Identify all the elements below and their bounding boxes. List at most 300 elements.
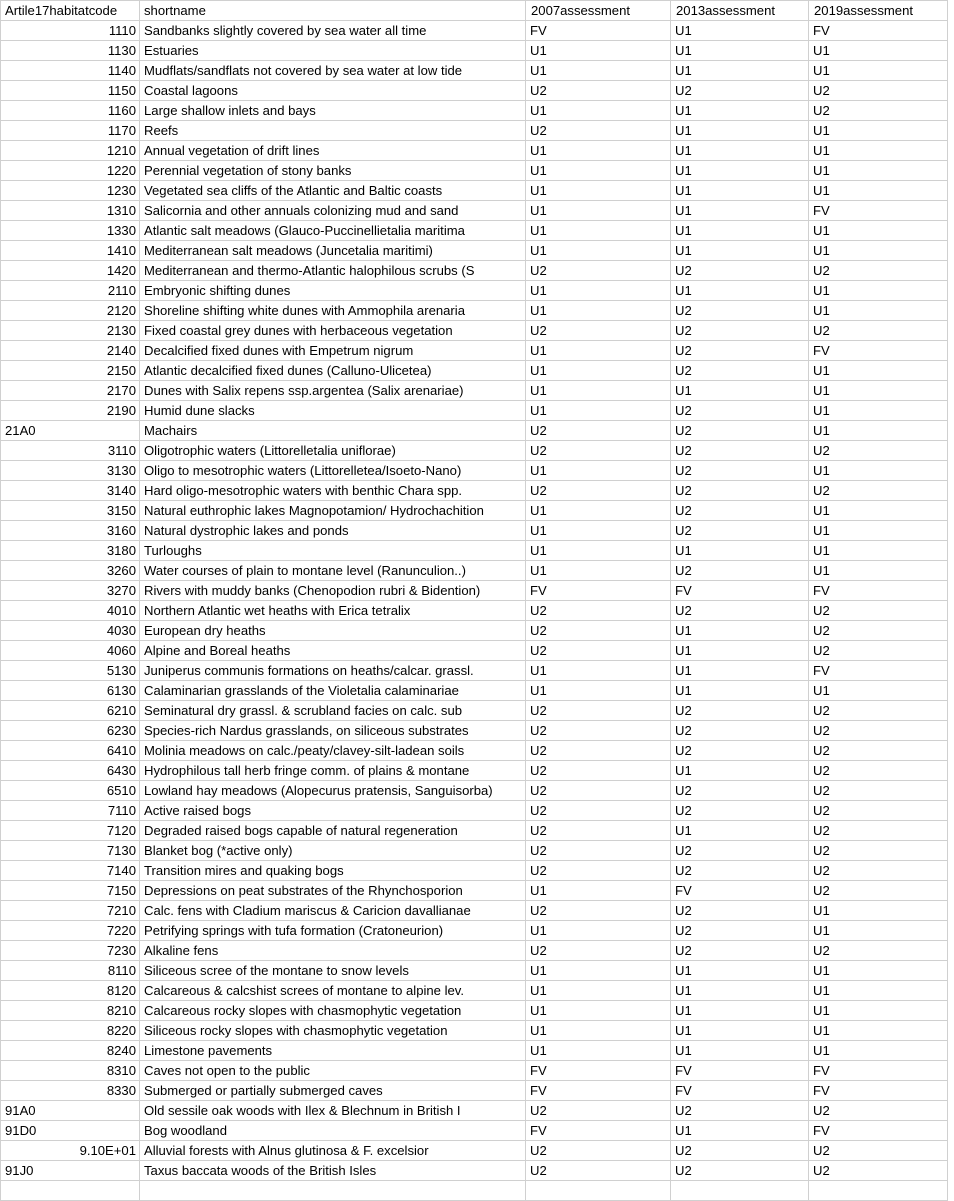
cell-a2019[interactable]: U1 bbox=[809, 1021, 948, 1041]
column-header-code[interactable]: Artile17habitatcode bbox=[1, 1, 140, 21]
cell-code[interactable]: 2120 bbox=[1, 301, 140, 321]
cell-a2019[interactable]: U2 bbox=[809, 261, 948, 281]
cell-a2007[interactable]: U1 bbox=[526, 41, 671, 61]
cell-a2013[interactable]: U2 bbox=[671, 801, 809, 821]
table-row[interactable] bbox=[1, 201, 948, 221]
cell-a2019[interactable]: U2 bbox=[809, 441, 948, 461]
cell-a2013[interactable]: U2 bbox=[671, 1161, 809, 1181]
cell-a2013[interactable]: U1 bbox=[671, 821, 809, 841]
cell-a2007[interactable]: U1 bbox=[526, 1021, 671, 1041]
cell-a2019[interactable]: U1 bbox=[809, 961, 948, 981]
table-row[interactable] bbox=[1, 181, 948, 201]
table-row[interactable] bbox=[1, 681, 948, 701]
cell-a2019[interactable]: FV bbox=[809, 21, 948, 41]
cell-a2013[interactable]: U2 bbox=[671, 701, 809, 721]
cell-a2007[interactable]: U1 bbox=[526, 381, 671, 401]
table-row[interactable] bbox=[1, 1061, 948, 1081]
cell-code[interactable]: 9.10E+01 bbox=[1, 1141, 140, 1161]
column-header-a2013[interactable]: 2013assessment bbox=[671, 1, 809, 21]
cell-name[interactable]: Alkaline fens bbox=[140, 941, 526, 961]
cell-a2019[interactable]: U1 bbox=[809, 561, 948, 581]
cell-a2007[interactable]: FV bbox=[526, 581, 671, 601]
cell-a2019[interactable]: U1 bbox=[809, 41, 948, 61]
table-row[interactable] bbox=[1, 141, 948, 161]
cell-a2013[interactable]: U1 bbox=[671, 541, 809, 561]
cell-code[interactable]: 4060 bbox=[1, 641, 140, 661]
cell-a2013[interactable]: U2 bbox=[671, 481, 809, 501]
cell-code[interactable]: 21A0 bbox=[1, 421, 140, 441]
cell-code[interactable]: 3260 bbox=[1, 561, 140, 581]
cell-a2019[interactable]: U1 bbox=[809, 1041, 948, 1061]
cell-a2013[interactable]: U2 bbox=[671, 601, 809, 621]
cell-a2013[interactable]: U2 bbox=[671, 421, 809, 441]
table-row[interactable] bbox=[1, 581, 948, 601]
cell-a2019[interactable]: U2 bbox=[809, 861, 948, 881]
cell-code[interactable]: 8210 bbox=[1, 1001, 140, 1021]
cell-code[interactable]: 6430 bbox=[1, 761, 140, 781]
table-row[interactable] bbox=[1, 441, 948, 461]
cell-a2019[interactable]: U1 bbox=[809, 61, 948, 81]
table-row[interactable] bbox=[1, 461, 948, 481]
table-row[interactable] bbox=[1, 781, 948, 801]
cell-name[interactable]: Taxus baccata woods of the British Isles bbox=[140, 1161, 526, 1181]
cell-a2007[interactable]: U1 bbox=[526, 461, 671, 481]
cell-a2007[interactable]: U1 bbox=[526, 401, 671, 421]
cell-a2007[interactable]: U2 bbox=[526, 601, 671, 621]
cell-a2019[interactable]: U2 bbox=[809, 601, 948, 621]
cell-a2007[interactable]: U2 bbox=[526, 721, 671, 741]
table-row[interactable] bbox=[1, 261, 948, 281]
table-row[interactable] bbox=[1, 361, 948, 381]
cell-name[interactable]: Estuaries bbox=[140, 41, 526, 61]
cell-code[interactable]: 1110 bbox=[1, 21, 140, 41]
table-row[interactable] bbox=[1, 321, 948, 341]
cell-a2019[interactable]: U2 bbox=[809, 481, 948, 501]
cell-code[interactable]: 7230 bbox=[1, 941, 140, 961]
cell-a2007[interactable]: U2 bbox=[526, 761, 671, 781]
table-row[interactable] bbox=[1, 981, 948, 1001]
cell-a2007[interactable]: U1 bbox=[526, 361, 671, 381]
cell-a2019[interactable]: U2 bbox=[809, 781, 948, 801]
cell-a2007[interactable]: U1 bbox=[526, 541, 671, 561]
cell-a2007[interactable]: U2 bbox=[526, 1101, 671, 1121]
table-row[interactable] bbox=[1, 561, 948, 581]
cell-a2019[interactable]: U1 bbox=[809, 141, 948, 161]
cell-a2013[interactable]: U1 bbox=[671, 1021, 809, 1041]
cell-code[interactable]: 8330 bbox=[1, 1081, 140, 1101]
cell-name[interactable]: Machairs bbox=[140, 421, 526, 441]
cell-a2019[interactable]: U2 bbox=[809, 721, 948, 741]
cell-code[interactable]: 2150 bbox=[1, 361, 140, 381]
cell-name[interactable]: Petrifying springs with tufa formation (Cratoneurion) bbox=[140, 921, 526, 941]
cell-code[interactable] bbox=[1, 1181, 140, 1201]
cell-a2007[interactable]: U1 bbox=[526, 521, 671, 541]
cell-name[interactable]: Sandbanks slightly covered by sea water all time bbox=[140, 21, 526, 41]
cell-a2019[interactable]: FV bbox=[809, 581, 948, 601]
cell-code[interactable]: 3110 bbox=[1, 441, 140, 461]
cell-a2019[interactable]: U1 bbox=[809, 421, 948, 441]
cell-a2013[interactable]: U1 bbox=[671, 281, 809, 301]
cell-name[interactable]: Natural dystrophic lakes and ponds bbox=[140, 521, 526, 541]
cell-a2019[interactable]: U1 bbox=[809, 121, 948, 141]
cell-a2019[interactable]: U2 bbox=[809, 841, 948, 861]
cell-a2013[interactable]: U1 bbox=[671, 641, 809, 661]
cell-a2013[interactable]: U2 bbox=[671, 521, 809, 541]
cell-name[interactable]: Large shallow inlets and bays bbox=[140, 101, 526, 121]
cell-a2019[interactable]: U2 bbox=[809, 881, 948, 901]
cell-code[interactable]: 8240 bbox=[1, 1041, 140, 1061]
cell-a2007[interactable]: U1 bbox=[526, 881, 671, 901]
cell-name[interactable]: Hydrophilous tall herb fringe comm. of plains & montane bbox=[140, 761, 526, 781]
table-row[interactable] bbox=[1, 221, 948, 241]
cell-name[interactable]: Calcareous rocky slopes with chasmophytic vegetation bbox=[140, 1001, 526, 1021]
column-header-a2019[interactable]: 2019assessment bbox=[809, 1, 948, 21]
cell-name[interactable]: Old sessile oak woods with Ilex & Blechnum in British I bbox=[140, 1101, 526, 1121]
cell-a2019[interactable] bbox=[809, 1181, 948, 1201]
cell-a2007[interactable]: U1 bbox=[526, 501, 671, 521]
cell-a2013[interactable]: U2 bbox=[671, 501, 809, 521]
cell-a2013[interactable]: U1 bbox=[671, 621, 809, 641]
cell-code[interactable]: 3130 bbox=[1, 461, 140, 481]
cell-code[interactable]: 8110 bbox=[1, 961, 140, 981]
cell-a2013[interactable]: U2 bbox=[671, 841, 809, 861]
table-row[interactable] bbox=[1, 301, 948, 321]
cell-code[interactable]: 2190 bbox=[1, 401, 140, 421]
cell-a2013[interactable]: U1 bbox=[671, 221, 809, 241]
cell-a2019[interactable]: U2 bbox=[809, 1101, 948, 1121]
cell-name[interactable]: Caves not open to the public bbox=[140, 1061, 526, 1081]
cell-a2013[interactable]: U1 bbox=[671, 981, 809, 1001]
column-header-a2007[interactable]: 2007assessment bbox=[526, 1, 671, 21]
cell-name[interactable]: Decalcified fixed dunes with Empetrum nigrum bbox=[140, 341, 526, 361]
cell-a2013[interactable]: U2 bbox=[671, 721, 809, 741]
cell-a2007[interactable]: U1 bbox=[526, 301, 671, 321]
cell-a2019[interactable]: FV bbox=[809, 661, 948, 681]
cell-a2019[interactable]: U2 bbox=[809, 701, 948, 721]
cell-name[interactable]: Vegetated sea cliffs of the Atlantic and Baltic coasts bbox=[140, 181, 526, 201]
cell-name[interactable]: Calc. fens with Cladium mariscus & Caricion davallianae bbox=[140, 901, 526, 921]
cell-code[interactable]: 3140 bbox=[1, 481, 140, 501]
cell-a2013[interactable]: U2 bbox=[671, 261, 809, 281]
cell-name[interactable]: Turloughs bbox=[140, 541, 526, 561]
cell-code[interactable]: 91D0 bbox=[1, 1121, 140, 1141]
cell-name[interactable]: Fixed coastal grey dunes with herbaceous vegetation bbox=[140, 321, 526, 341]
cell-a2019[interactable]: U1 bbox=[809, 381, 948, 401]
cell-a2013[interactable]: U2 bbox=[671, 781, 809, 801]
cell-a2007[interactable]: U1 bbox=[526, 161, 671, 181]
table-row[interactable] bbox=[1, 381, 948, 401]
cell-code[interactable]: 3160 bbox=[1, 521, 140, 541]
cell-code[interactable]: 8310 bbox=[1, 1061, 140, 1081]
cell-name[interactable]: Perennial vegetation of stony banks bbox=[140, 161, 526, 181]
cell-a2013[interactable]: U1 bbox=[671, 201, 809, 221]
cell-a2013[interactable]: U2 bbox=[671, 301, 809, 321]
table-row[interactable] bbox=[1, 1041, 948, 1061]
cell-name[interactable]: Oligotrophic waters (Littorelletalia uniflorae) bbox=[140, 441, 526, 461]
cell-code[interactable]: 7150 bbox=[1, 881, 140, 901]
cell-a2007[interactable]: FV bbox=[526, 1121, 671, 1141]
cell-name[interactable]: Limestone pavements bbox=[140, 1041, 526, 1061]
table-row[interactable] bbox=[1, 761, 948, 781]
cell-a2007[interactable]: U2 bbox=[526, 621, 671, 641]
table-row[interactable] bbox=[1, 1081, 948, 1101]
cell-a2007[interactable]: U1 bbox=[526, 201, 671, 221]
cell-a2019[interactable]: U2 bbox=[809, 101, 948, 121]
cell-a2013[interactable] bbox=[671, 1181, 809, 1201]
cell-a2007[interactable]: U2 bbox=[526, 741, 671, 761]
cell-a2013[interactable]: U1 bbox=[671, 21, 809, 41]
cell-a2007[interactable]: FV bbox=[526, 1061, 671, 1081]
cell-a2013[interactable]: U1 bbox=[671, 661, 809, 681]
table-row[interactable] bbox=[1, 21, 948, 41]
table-row[interactable] bbox=[1, 341, 948, 361]
cell-name[interactable]: Bog woodland bbox=[140, 1121, 526, 1141]
cell-code[interactable]: 6210 bbox=[1, 701, 140, 721]
cell-a2007[interactable]: U2 bbox=[526, 121, 671, 141]
cell-a2013[interactable]: U2 bbox=[671, 741, 809, 761]
cell-a2019[interactable]: U1 bbox=[809, 161, 948, 181]
table-row[interactable] bbox=[1, 861, 948, 881]
table-row[interactable] bbox=[1, 401, 948, 421]
cell-name[interactable]: Mediterranean salt meadows (Juncetalia maritimi) bbox=[140, 241, 526, 261]
cell-a2007[interactable]: U1 bbox=[526, 1001, 671, 1021]
cell-a2013[interactable]: U2 bbox=[671, 401, 809, 421]
cell-code[interactable]: 1150 bbox=[1, 81, 140, 101]
cell-a2019[interactable]: U1 bbox=[809, 501, 948, 521]
cell-code[interactable]: 1230 bbox=[1, 181, 140, 201]
cell-a2019[interactable]: U2 bbox=[809, 1161, 948, 1181]
cell-code[interactable]: 3180 bbox=[1, 541, 140, 561]
cell-name[interactable]: Oligo to mesotrophic waters (Littorelletea/Isoeto-Nano) bbox=[140, 461, 526, 481]
cell-a2013[interactable]: FV bbox=[671, 581, 809, 601]
cell-a2013[interactable]: U1 bbox=[671, 961, 809, 981]
table-row[interactable] bbox=[1, 41, 948, 61]
cell-code[interactable]: 1160 bbox=[1, 101, 140, 121]
cell-name[interactable]: Reefs bbox=[140, 121, 526, 141]
cell-a2019[interactable]: U1 bbox=[809, 981, 948, 1001]
cell-a2013[interactable]: U1 bbox=[671, 181, 809, 201]
cell-name[interactable]: Blanket bog (*active only) bbox=[140, 841, 526, 861]
cell-name[interactable]: Salicornia and other annuals colonizing mud and sand bbox=[140, 201, 526, 221]
cell-a2007[interactable]: U1 bbox=[526, 661, 671, 681]
cell-a2013[interactable]: U2 bbox=[671, 361, 809, 381]
cell-a2019[interactable]: U1 bbox=[809, 461, 948, 481]
cell-name[interactable]: Mediterranean and thermo-Atlantic halophilous scrubs (S bbox=[140, 261, 526, 281]
cell-a2007[interactable]: U1 bbox=[526, 981, 671, 1001]
cell-a2007[interactable]: U1 bbox=[526, 921, 671, 941]
cell-name[interactable]: Calaminarian grasslands of the Violetalia calaminariae bbox=[140, 681, 526, 701]
cell-code[interactable]: 7210 bbox=[1, 901, 140, 921]
table-row[interactable] bbox=[1, 81, 948, 101]
cell-a2007[interactable]: U2 bbox=[526, 261, 671, 281]
cell-a2013[interactable]: U1 bbox=[671, 141, 809, 161]
cell-a2013[interactable]: U1 bbox=[671, 381, 809, 401]
cell-a2013[interactable]: U2 bbox=[671, 1101, 809, 1121]
cell-name[interactable]: Calcareous & calcshist screes of montane to alpine lev. bbox=[140, 981, 526, 1001]
cell-a2007[interactable]: U2 bbox=[526, 901, 671, 921]
cell-code[interactable]: 8220 bbox=[1, 1021, 140, 1041]
cell-name[interactable]: European dry heaths bbox=[140, 621, 526, 641]
cell-code[interactable]: 7120 bbox=[1, 821, 140, 841]
cell-code[interactable]: 6130 bbox=[1, 681, 140, 701]
cell-code[interactable]: 1330 bbox=[1, 221, 140, 241]
table-row[interactable] bbox=[1, 481, 948, 501]
cell-a2007[interactable]: U1 bbox=[526, 181, 671, 201]
cell-a2019[interactable]: U2 bbox=[809, 801, 948, 821]
cell-a2019[interactable]: U1 bbox=[809, 181, 948, 201]
cell-code[interactable]: 1130 bbox=[1, 41, 140, 61]
cell-a2007[interactable]: U2 bbox=[526, 841, 671, 861]
cell-a2013[interactable]: U1 bbox=[671, 121, 809, 141]
cell-code[interactable]: 6410 bbox=[1, 741, 140, 761]
table-row[interactable] bbox=[1, 661, 948, 681]
cell-a2013[interactable]: U2 bbox=[671, 861, 809, 881]
cell-code[interactable]: 6230 bbox=[1, 721, 140, 741]
cell-name[interactable]: Siliceous rocky slopes with chasmophytic vegetation bbox=[140, 1021, 526, 1041]
cell-a2019[interactable]: U1 bbox=[809, 1001, 948, 1021]
cell-code[interactable]: 8120 bbox=[1, 981, 140, 1001]
cell-a2007[interactable]: U2 bbox=[526, 781, 671, 801]
cell-code[interactable]: 5130 bbox=[1, 661, 140, 681]
table-row[interactable] bbox=[1, 121, 948, 141]
cell-a2007[interactable]: U2 bbox=[526, 481, 671, 501]
cell-a2007[interactable]: U1 bbox=[526, 561, 671, 581]
cell-a2019[interactable]: U1 bbox=[809, 281, 948, 301]
cell-a2013[interactable]: U2 bbox=[671, 921, 809, 941]
cell-a2013[interactable]: U2 bbox=[671, 441, 809, 461]
cell-name[interactable]: Molinia meadows on calc./peaty/clavey-silt-ladean soils bbox=[140, 741, 526, 761]
table-row[interactable] bbox=[1, 941, 948, 961]
table-row[interactable] bbox=[1, 161, 948, 181]
cell-a2013[interactable]: U2 bbox=[671, 341, 809, 361]
cell-a2019[interactable]: U1 bbox=[809, 301, 948, 321]
cell-a2013[interactable]: U1 bbox=[671, 1001, 809, 1021]
cell-a2019[interactable]: U1 bbox=[809, 921, 948, 941]
cell-a2007[interactable] bbox=[526, 1181, 671, 1201]
cell-code[interactable]: 4010 bbox=[1, 601, 140, 621]
cell-a2019[interactable]: U1 bbox=[809, 521, 948, 541]
table-row[interactable] bbox=[1, 641, 948, 661]
cell-a2013[interactable]: U1 bbox=[671, 101, 809, 121]
cell-a2019[interactable]: U1 bbox=[809, 221, 948, 241]
table-row[interactable] bbox=[1, 961, 948, 981]
cell-code[interactable]: 7110 bbox=[1, 801, 140, 821]
cell-a2013[interactable]: U1 bbox=[671, 1121, 809, 1141]
cell-a2019[interactable]: FV bbox=[809, 1121, 948, 1141]
cell-name[interactable]: Shoreline shifting white dunes with Ammophila arenaria bbox=[140, 301, 526, 321]
cell-a2007[interactable]: FV bbox=[526, 21, 671, 41]
cell-a2013[interactable]: U2 bbox=[671, 321, 809, 341]
cell-a2007[interactable]: U1 bbox=[526, 241, 671, 261]
cell-a2007[interactable]: U2 bbox=[526, 701, 671, 721]
cell-code[interactable]: 7220 bbox=[1, 921, 140, 941]
cell-a2007[interactable]: U1 bbox=[526, 281, 671, 301]
cell-code[interactable]: 2130 bbox=[1, 321, 140, 341]
table-row[interactable] bbox=[1, 921, 948, 941]
cell-a2007[interactable]: U2 bbox=[526, 1141, 671, 1161]
cell-name[interactable]: Water courses of plain to montane level (Ranunculion..) bbox=[140, 561, 526, 581]
cell-name[interactable]: Active raised bogs bbox=[140, 801, 526, 821]
cell-a2019[interactable]: U2 bbox=[809, 741, 948, 761]
cell-a2007[interactable]: U2 bbox=[526, 861, 671, 881]
cell-name[interactable]: Dunes with Salix repens ssp.argentea (Salix arenariae) bbox=[140, 381, 526, 401]
table-row[interactable] bbox=[1, 721, 948, 741]
cell-a2013[interactable]: U2 bbox=[671, 461, 809, 481]
cell-a2007[interactable]: U1 bbox=[526, 141, 671, 161]
table-row[interactable] bbox=[1, 1121, 948, 1141]
table-row[interactable] bbox=[1, 621, 948, 641]
cell-a2019[interactable]: U2 bbox=[809, 821, 948, 841]
cell-name[interactable]: Submerged or partially submerged caves bbox=[140, 1081, 526, 1101]
cell-a2019[interactable]: U1 bbox=[809, 401, 948, 421]
cell-name[interactable]: Seminatural dry grassl. & scrubland facies on calc. sub bbox=[140, 701, 526, 721]
table-row[interactable] bbox=[1, 741, 948, 761]
table-row[interactable] bbox=[1, 701, 948, 721]
cell-a2007[interactable]: U1 bbox=[526, 61, 671, 81]
cell-name[interactable]: Humid dune slacks bbox=[140, 401, 526, 421]
cell-name[interactable]: Depressions on peat substrates of the Rhynchosporion bbox=[140, 881, 526, 901]
cell-name[interactable] bbox=[140, 1181, 526, 1201]
cell-name[interactable]: Species-rich Nardus grasslands, on siliceous substrates bbox=[140, 721, 526, 741]
table-row[interactable] bbox=[1, 1161, 948, 1181]
cell-a2007[interactable]: FV bbox=[526, 1081, 671, 1101]
table-row[interactable] bbox=[1, 541, 948, 561]
cell-name[interactable]: Alluvial forests with Alnus glutinosa & F. excelsior bbox=[140, 1141, 526, 1161]
cell-code[interactable]: 1140 bbox=[1, 61, 140, 81]
cell-name[interactable]: Siliceous scree of the montane to snow levels bbox=[140, 961, 526, 981]
cell-code[interactable]: 3150 bbox=[1, 501, 140, 521]
cell-a2013[interactable]: U1 bbox=[671, 241, 809, 261]
cell-a2019[interactable]: U1 bbox=[809, 901, 948, 921]
cell-a2019[interactable]: U1 bbox=[809, 361, 948, 381]
cell-code[interactable]: 1410 bbox=[1, 241, 140, 261]
table-row[interactable] bbox=[1, 421, 948, 441]
cell-a2007[interactable]: U2 bbox=[526, 81, 671, 101]
cell-code[interactable]: 1420 bbox=[1, 261, 140, 281]
cell-a2007[interactable]: U2 bbox=[526, 941, 671, 961]
cell-a2019[interactable]: FV bbox=[809, 201, 948, 221]
cell-code[interactable]: 2140 bbox=[1, 341, 140, 361]
cell-a2007[interactable]: U1 bbox=[526, 221, 671, 241]
cell-a2013[interactable]: U1 bbox=[671, 681, 809, 701]
table-row[interactable] bbox=[1, 101, 948, 121]
cell-a2007[interactable]: U1 bbox=[526, 1041, 671, 1061]
cell-code[interactable]: 1170 bbox=[1, 121, 140, 141]
cell-a2013[interactable]: U2 bbox=[671, 81, 809, 101]
cell-a2019[interactable]: U1 bbox=[809, 241, 948, 261]
table-row[interactable] bbox=[1, 1021, 948, 1041]
cell-a2013[interactable]: U1 bbox=[671, 61, 809, 81]
cell-code[interactable]: 2110 bbox=[1, 281, 140, 301]
cell-code[interactable]: 7140 bbox=[1, 861, 140, 881]
cell-name[interactable]: Hard oligo-mesotrophic waters with benthic Chara spp. bbox=[140, 481, 526, 501]
cell-a2013[interactable]: U1 bbox=[671, 161, 809, 181]
cell-a2019[interactable]: U2 bbox=[809, 941, 948, 961]
cell-a2013[interactable]: FV bbox=[671, 1061, 809, 1081]
cell-name[interactable]: Atlantic decalcified fixed dunes (Calluno-Ulicetea) bbox=[140, 361, 526, 381]
cell-a2007[interactable]: U1 bbox=[526, 341, 671, 361]
cell-code[interactable]: 3270 bbox=[1, 581, 140, 601]
cell-a2013[interactable]: FV bbox=[671, 881, 809, 901]
table-row[interactable] bbox=[1, 1001, 948, 1021]
cell-a2019[interactable]: U1 bbox=[809, 541, 948, 561]
cell-name[interactable]: Annual vegetation of drift lines bbox=[140, 141, 526, 161]
cell-code[interactable]: 91A0 bbox=[1, 1101, 140, 1121]
cell-code[interactable]: 2170 bbox=[1, 381, 140, 401]
table-row[interactable] bbox=[1, 241, 948, 261]
table-row[interactable] bbox=[1, 521, 948, 541]
cell-a2019[interactable]: U2 bbox=[809, 621, 948, 641]
